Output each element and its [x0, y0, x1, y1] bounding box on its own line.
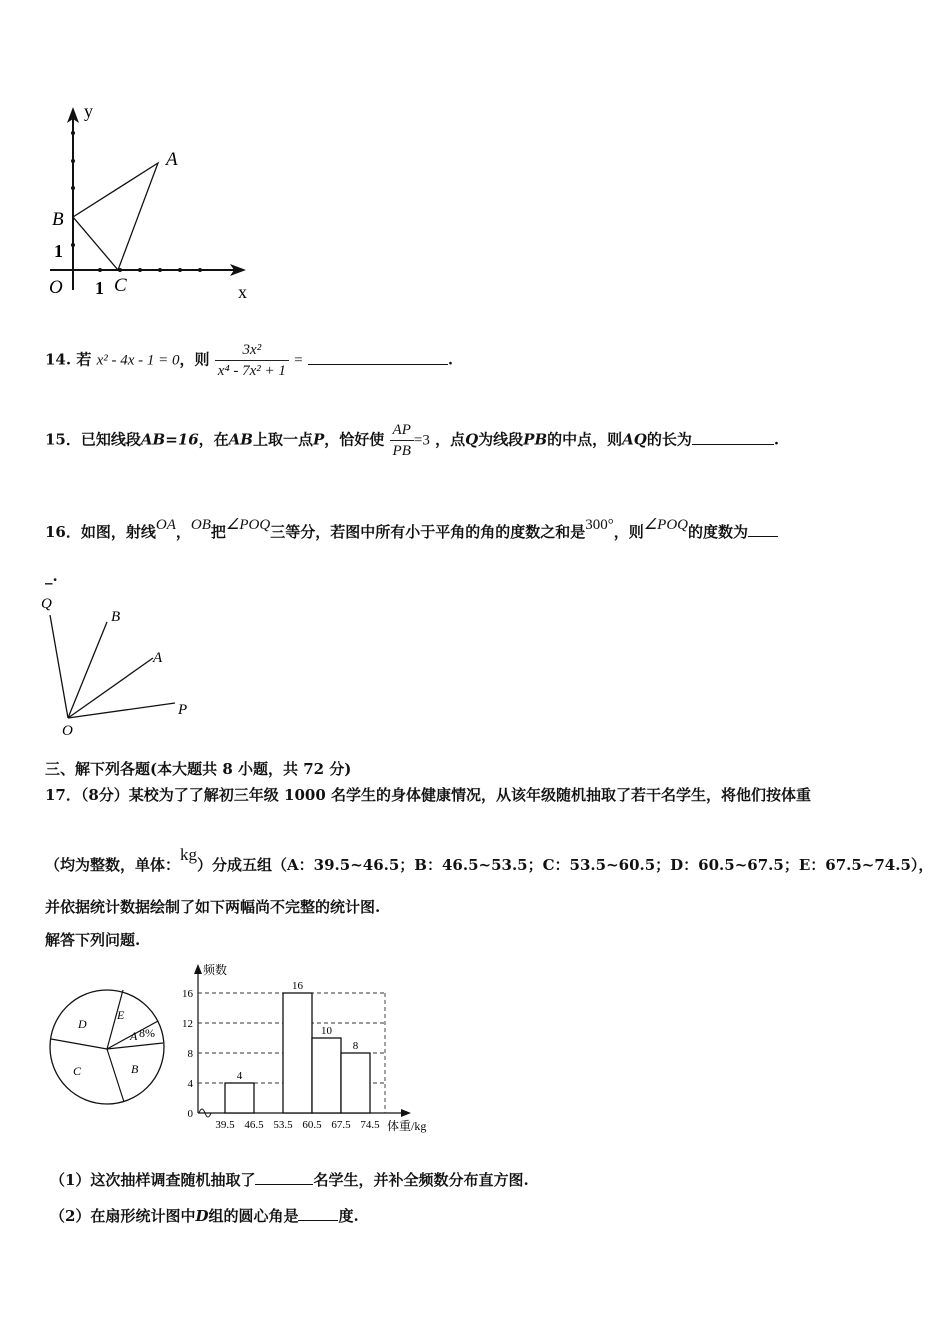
- label-A: A: [153, 650, 163, 666]
- q17-kg: kg: [180, 845, 198, 864]
- hist-xtick-label: 53.5: [273, 1119, 293, 1131]
- q15-answer-blank[interactable]: [692, 430, 774, 445]
- q17-sub1: [50, 1170, 529, 1190]
- hist-y-arrow-icon: [194, 964, 202, 974]
- pie-sector-line: [107, 1049, 124, 1102]
- axis-dots: [71, 131, 202, 272]
- q17-line2a: （均为整数，单体：: [45, 856, 181, 874]
- q17-line2: [45, 845, 933, 875]
- hist-xtick-label: 39.5: [215, 1119, 235, 1131]
- label-O: O: [49, 277, 63, 298]
- q17-line1: 17．（8分）某校为了了解初三年级 1000 名学生的身体健康情况，从该年级随机抽取了若干名学生，将他们按体重: [45, 786, 812, 804]
- q14-number: 14.: [45, 350, 72, 369]
- q16-deg: 300°: [585, 517, 614, 533]
- hist-xtick-label: 74.5: [360, 1119, 380, 1131]
- q15-text7: 的中点，则: [547, 430, 623, 449]
- label-1-x: 1: [95, 278, 104, 298]
- q14-frac-den: x⁴ - 7x² + 1: [217, 363, 286, 379]
- pie-label-A: A: [130, 1029, 138, 1043]
- sub1-answer-blank[interactable]: [255, 1170, 313, 1185]
- q16-POQ: ∠POQ: [225, 517, 271, 533]
- label-C: C: [114, 275, 127, 296]
- pie-sector-line: [51, 1039, 107, 1049]
- q14-answer-blank[interactable]: [308, 350, 448, 365]
- rays-figure: [35, 590, 205, 740]
- label-1-y: 1: [54, 241, 63, 261]
- label-x: x: [238, 282, 247, 302]
- q16-OA: OA: [155, 517, 176, 533]
- q15-AQ: AQ: [622, 430, 647, 449]
- question-15: [45, 420, 779, 461]
- sub2-answer-blank[interactable]: [298, 1206, 338, 1221]
- question-16-continuation: [45, 566, 58, 586]
- section-3-heading: 三、解下列各题(本大题共 8 小题，共 72 分): [45, 760, 352, 778]
- ray-OQ: [50, 615, 68, 718]
- ray-OP: [68, 703, 175, 718]
- sub2-text1: （2）在扇形统计图中: [50, 1207, 196, 1225]
- q16-answer-blank[interactable]: [748, 522, 778, 537]
- hist-ylabel: 频数: [203, 963, 228, 977]
- q15-fraction: [390, 420, 414, 461]
- pie-label-D: D: [78, 1017, 87, 1031]
- q15-frac-den: PB: [392, 443, 411, 459]
- coordinate-figure: [40, 95, 270, 310]
- pie-label-B: B: [131, 1062, 139, 1076]
- q15-text5: ，点: [435, 430, 466, 449]
- sub1-text1: （1）这次抽样调查随机抽取了: [50, 1171, 256, 1189]
- q15-eq3: =3: [413, 432, 430, 449]
- hist-bar-label: 8: [352, 1040, 359, 1052]
- q14-fraction: [215, 340, 289, 381]
- q15-Q: Q: [465, 430, 479, 449]
- q14-if: 若: [76, 350, 92, 369]
- hist-bar-A: [225, 1083, 254, 1113]
- q14-frac-num: 3x²: [215, 340, 289, 361]
- q14-end: .: [447, 350, 454, 369]
- q15-text1: 15．已知线段: [45, 430, 141, 449]
- q15-P: P: [313, 430, 325, 449]
- label-B: B: [52, 209, 64, 230]
- label-B: B: [111, 609, 121, 625]
- frequency-histogram: [175, 958, 440, 1138]
- q15-text3: 上取一点: [252, 430, 313, 449]
- label-y: y: [84, 101, 93, 121]
- q15-text6: 为线段: [478, 430, 524, 449]
- label-P: P: [178, 702, 188, 718]
- q16-text2: 把: [210, 523, 226, 541]
- q17-sub2: [50, 1206, 359, 1226]
- hist-bar-label: 10: [321, 1025, 332, 1037]
- hist-bar-E: [341, 1053, 370, 1113]
- hist-ytick-label: 4: [187, 1078, 193, 1090]
- q16-text3: 三等分，若图中所有小于平角的角的度数之和是: [270, 523, 586, 541]
- hist-ytick-label: 8: [187, 1048, 193, 1060]
- q16-text4: ，则: [613, 523, 644, 541]
- hist-bar-D: [312, 1038, 341, 1113]
- hist-bar-label: 4: [236, 1070, 243, 1082]
- pie-label-E: E: [117, 1008, 125, 1022]
- hist-ytick-label: 16: [182, 988, 193, 1000]
- pie-chart: [45, 985, 175, 1110]
- question-16: [45, 515, 778, 542]
- q16-comma: ，: [175, 523, 191, 541]
- hist-x-arrow-icon: [401, 1109, 411, 1117]
- q15-text4: ，恰好使: [324, 430, 385, 449]
- q17-line2b: ）分成五组（A：39.5~46.5；B：46.5~53.5；C：53.5~60.5；D：60.5~67.5；E：67.5~74.5），: [197, 856, 934, 874]
- triangle-abc: [73, 163, 158, 270]
- q14-equals: =: [294, 352, 303, 369]
- sub2-text3: 度.: [338, 1207, 359, 1225]
- question-14: [45, 340, 453, 381]
- q15-text8: 的长为: [646, 430, 692, 449]
- sub1-text2: 名学生，并补全频数分布直方图.: [313, 1171, 529, 1189]
- hist-xlabel: 体重/kg: [387, 1119, 427, 1133]
- label-Q: Q: [41, 596, 52, 612]
- q16-POQ2: ∠POQ: [643, 517, 688, 533]
- hist-xtick-label: 46.5: [244, 1119, 264, 1131]
- label-A: A: [166, 149, 178, 170]
- pie-label-C: C: [73, 1064, 82, 1078]
- q16-OB: OB: [190, 517, 211, 533]
- q15-AB: AB: [228, 430, 253, 449]
- q14-equation: x² - 4x - 1 = 0: [96, 352, 180, 369]
- q15-frac-num: AP: [390, 420, 414, 441]
- q16-text5: 的度数为: [688, 523, 749, 541]
- hist-bar-label: 16: [292, 980, 303, 992]
- hist-ytick-label: 12: [182, 1018, 193, 1030]
- sub2-text2: 组的圆心角是: [208, 1207, 299, 1225]
- q16-text1: 16．如图，射线: [45, 523, 156, 541]
- q15-end: .: [773, 430, 780, 449]
- q15-text2: ，在: [198, 430, 229, 449]
- q16-cont: _.: [45, 567, 58, 585]
- hist-ytick-label: 0: [187, 1108, 193, 1120]
- q17-line4: 解答下列问题.: [45, 931, 141, 949]
- hist-xtick-label: 60.5: [302, 1119, 322, 1131]
- sub2-D: D: [195, 1207, 209, 1225]
- q15-AB16: AB=16: [140, 430, 199, 449]
- q15-PB: PB: [523, 430, 548, 449]
- hist-bar-C: [283, 993, 312, 1113]
- label-O: O: [62, 723, 73, 739]
- q14-then: ，则: [179, 350, 210, 369]
- pie-label-A-pct: 8%: [139, 1026, 155, 1040]
- q17-line3: 并依据统计数据绘制了如下两幅尚不完整的统计图.: [45, 898, 381, 916]
- hist-xtick-label: 67.5: [331, 1119, 351, 1131]
